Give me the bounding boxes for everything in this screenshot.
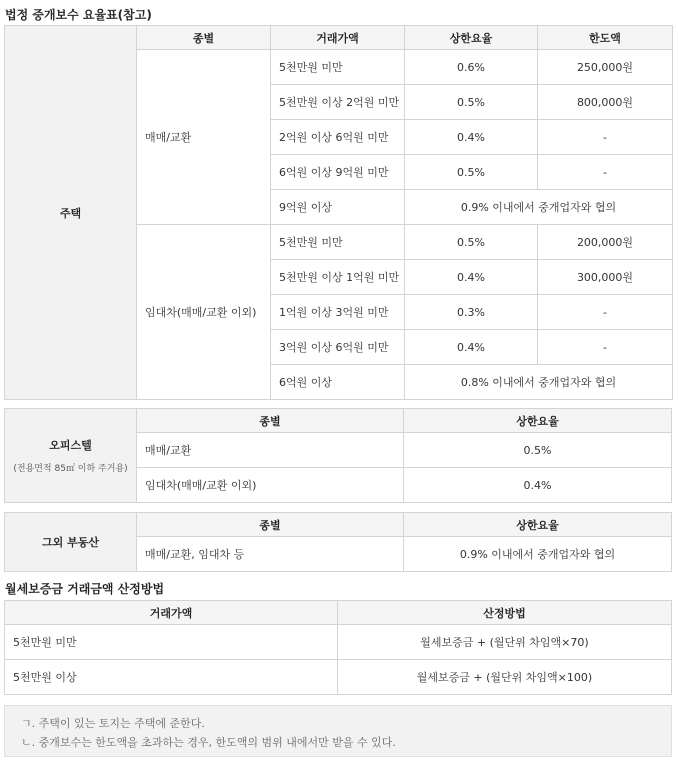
kind-cell: 매매/교환 — [137, 433, 404, 468]
housing-label: 주택 — [5, 26, 137, 400]
limit-cell: 300,000원 — [538, 260, 673, 295]
notes-box — [4, 705, 672, 757]
rate-cell: 0.5% — [405, 225, 538, 260]
price-cell: 9억원 이상 — [271, 190, 405, 225]
rate-cell: 0.4% — [405, 120, 538, 155]
limit-cell: 250,000원 — [538, 50, 673, 85]
col-header-rate: 상한요율 — [404, 513, 672, 537]
rate-table-title: 법정 중개보수 요율표(참고) — [5, 8, 152, 22]
price-cell: 5천만원 미만 — [5, 625, 338, 660]
price-cell: 1억원 이상 3억원 미만 — [271, 295, 405, 330]
deposit-section-title: 월세보증금 거래금액 산정방법 — [5, 582, 165, 596]
housing-rate-table — [4, 25, 673, 400]
price-cell: 5천만원 이상 — [5, 660, 338, 695]
deposit-calc-table — [4, 600, 672, 695]
limit-cell: - — [538, 330, 673, 365]
rate-cell: 0.3% — [405, 295, 538, 330]
group-lease-label: 임대차(매매/교환 이외) — [137, 225, 271, 400]
limit-cell: - — [538, 155, 673, 190]
price-cell: 6억원 이상 9억원 미만 — [271, 155, 405, 190]
rate-cell: 0.9% 이내에서 중개업자와 협의 — [404, 537, 672, 572]
note-item: ㄴ. 중개보수는 한도액을 초과하는 경우, 한도액의 범위 내에서만 받을 수 있다. — [21, 736, 396, 749]
method-cell: 월세보증금 + (월단위 차임액×100) — [338, 660, 672, 695]
col-header-limit: 한도액 — [538, 26, 673, 50]
limit-cell: 200,000원 — [538, 225, 673, 260]
kind-cell: 매매/교환, 임대차 등 — [137, 537, 404, 572]
rate-cell: 0.4% — [404, 468, 672, 503]
other-label: 그외 부동산 — [5, 513, 137, 572]
col-header-price: 거래가액 — [5, 601, 338, 625]
rate-cell: 0.4% — [405, 330, 538, 365]
price-cell: 5천만원 이상 2억원 미만 — [271, 85, 405, 120]
note-item: ㄱ. 주택이 있는 토지는 주택에 준한다. — [21, 717, 205, 730]
limit-cell: 800,000원 — [538, 85, 673, 120]
rate-cell: 0.6% — [405, 50, 538, 85]
officetel-rate-table — [4, 408, 672, 503]
merged-rate-cell: 0.9% 이내에서 중개업자와 협의 — [405, 190, 673, 225]
kind-cell: 임대차(매매/교환 이외) — [137, 468, 404, 503]
limit-cell: - — [538, 295, 673, 330]
col-header-method: 산정방법 — [338, 601, 672, 625]
group-sale-label: 매매/교환 — [137, 50, 271, 225]
officetel-label: 오피스텔 — [49, 439, 92, 452]
col-header-kind: 종별 — [137, 409, 404, 433]
limit-cell: - — [538, 120, 673, 155]
col-header-kind: 종별 — [137, 26, 271, 50]
officetel-sublabel: (전용면적 85㎡ 이하 주거용) — [13, 464, 128, 474]
price-cell: 5천만원 미만 — [271, 50, 405, 85]
price-cell: 3억원 이상 6억원 미만 — [271, 330, 405, 365]
rate-cell: 0.5% — [405, 155, 538, 190]
officetel-label-cell — [5, 409, 137, 503]
method-cell: 월세보증금 + (월단위 차임액×70) — [338, 625, 672, 660]
price-cell: 5천만원 미만 — [271, 225, 405, 260]
price-cell: 6억원 이상 — [271, 365, 405, 400]
merged-rate-cell: 0.8% 이내에서 중개업자와 협의 — [405, 365, 673, 400]
other-rate-table — [4, 512, 672, 572]
col-header-rate: 상한요율 — [405, 26, 538, 50]
col-header-kind: 종별 — [137, 513, 404, 537]
col-header-price: 거래가액 — [271, 26, 405, 50]
price-cell: 5천만원 이상 1억원 미만 — [271, 260, 405, 295]
col-header-rate: 상한요율 — [404, 409, 672, 433]
rate-cell: 0.5% — [405, 85, 538, 120]
rate-cell: 0.4% — [405, 260, 538, 295]
rate-cell: 0.5% — [404, 433, 672, 468]
price-cell: 2억원 이상 6억원 미만 — [271, 120, 405, 155]
